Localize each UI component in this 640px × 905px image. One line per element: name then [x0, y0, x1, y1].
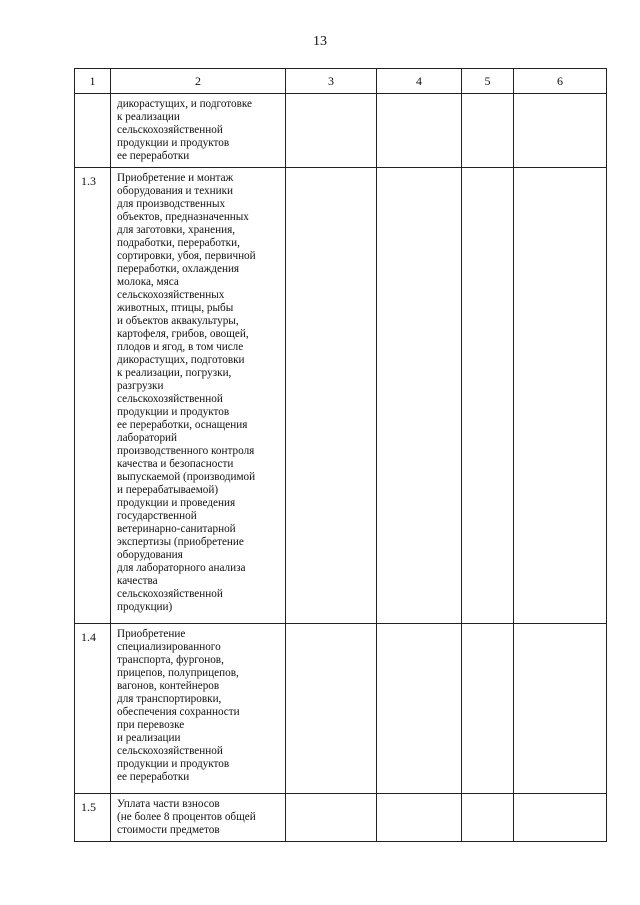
description-line: сельскохозяйственных: [117, 289, 225, 301]
description-line: выпускаемой (производимой: [117, 471, 256, 483]
description-line: Уплата части взносов: [117, 798, 220, 810]
description-line: продукции и продуктов: [117, 137, 230, 149]
description-line: оборудования и техники: [117, 185, 233, 197]
description-line: для заготовки, хранения,: [117, 224, 236, 236]
empty-cell: [377, 794, 462, 842]
description-line: транспорта, фургонов,: [117, 654, 224, 666]
column-header: 5: [462, 69, 514, 94]
table-row: [75, 794, 607, 842]
description-line: прицепов, полуприцепов,: [117, 667, 239, 679]
empty-cell: [514, 168, 607, 624]
description-line: объектов, предназначенных: [117, 211, 249, 223]
description-line: вагонов, контейнеров: [117, 680, 220, 692]
empty-cell: [286, 794, 377, 842]
column-header: 1: [75, 69, 111, 94]
empty-cell: [377, 624, 462, 794]
description-line: ее переработки: [117, 150, 190, 162]
empty-cell: [462, 168, 514, 624]
description-cell: [111, 168, 286, 624]
empty-cell: [286, 624, 377, 794]
column-header: 2: [111, 69, 286, 94]
description-line: сельскохозяйственной: [117, 588, 223, 600]
description-line: переработки, охлаждения: [117, 263, 240, 275]
table-header-row: [75, 69, 607, 94]
description-line: и перерабатываемой): [117, 484, 219, 496]
description-line: для транспортировки,: [117, 693, 222, 705]
description-line: сельскохозяйственной: [117, 393, 223, 405]
description-line: картофеля, грибов, овощей,: [117, 328, 249, 340]
description-line: продукции): [117, 601, 173, 613]
table-row: [75, 168, 607, 624]
empty-cell: [462, 794, 514, 842]
description-line: продукции и продуктов: [117, 758, 230, 770]
description-line: животных, птицы, рыбы: [117, 302, 234, 314]
description-cell: [111, 94, 286, 168]
description-line: экспертизы (приобретение: [117, 536, 244, 548]
description-line: сельскохозяйственной: [117, 745, 223, 757]
description-line: дикорастущих, и подготовке: [117, 98, 253, 110]
column-header: 6: [514, 69, 607, 94]
description-line: разгрузки: [117, 380, 164, 392]
description-line: плодов и ягод, в том числе: [117, 341, 244, 353]
description-line: стоимости предметов: [117, 824, 220, 836]
row-number-cell: 1.4: [75, 624, 111, 794]
description-line: производственного контроля: [117, 445, 255, 457]
description-line: дикорастущих, подготовки: [117, 354, 245, 366]
description-line: к реализации, погрузки,: [117, 367, 232, 379]
description-line: государственной: [117, 510, 197, 522]
empty-cell: [377, 168, 462, 624]
row-number-cell: 1.5: [75, 794, 111, 842]
page-number: 13: [313, 34, 327, 49]
empty-cell: [514, 624, 607, 794]
description-line: к реализации: [117, 111, 180, 123]
column-header: 3: [286, 69, 377, 94]
description-line: сортировки, убоя, первичной: [117, 250, 256, 262]
description-line: Приобретение: [117, 628, 186, 640]
empty-cell: [462, 94, 514, 168]
description-cell: [111, 624, 286, 794]
description-cell: [111, 794, 286, 842]
description-line: для лабораторного анализа: [117, 562, 246, 574]
description-line: продукции и продуктов: [117, 406, 230, 418]
description-line: обеспечения сохранности: [117, 706, 240, 718]
description-line: и объектов аквакультуры,: [117, 315, 239, 327]
description-line: сельскохозяйственной: [117, 124, 223, 136]
description-line: и реализации: [117, 732, 181, 744]
column-header: 4: [377, 69, 462, 94]
empty-cell: [377, 94, 462, 168]
description-line: продукции и проведения: [117, 497, 236, 509]
description-line: Приобретение и монтаж: [117, 172, 234, 184]
row-number-cell: 1.3: [75, 168, 111, 624]
description-line: качества и безопасности: [117, 458, 234, 470]
table-row: [75, 94, 607, 168]
description-line: качества: [117, 575, 158, 587]
table-row: [75, 624, 607, 794]
description-line: для производственных: [117, 198, 226, 210]
empty-cell: [514, 794, 607, 842]
document-table: [74, 68, 607, 842]
description-line: ветеринарно-санитарной: [117, 523, 236, 535]
description-line: при перевозке: [117, 719, 185, 731]
description-line: молока, мяса: [117, 276, 179, 288]
empty-cell: [462, 624, 514, 794]
description-line: (не более 8 процентов общей: [117, 811, 256, 823]
empty-cell: [286, 168, 377, 624]
description-line: лабораторий: [117, 432, 178, 444]
description-line: оборудования: [117, 549, 183, 561]
description-line: подработки, переработки,: [117, 237, 240, 249]
row-number-cell: [75, 94, 111, 168]
description-line: ее переработки, оснащения: [117, 419, 248, 431]
description-line: ее переработки: [117, 771, 190, 783]
description-line: специализированного: [117, 641, 221, 653]
empty-cell: [514, 94, 607, 168]
empty-cell: [286, 94, 377, 168]
